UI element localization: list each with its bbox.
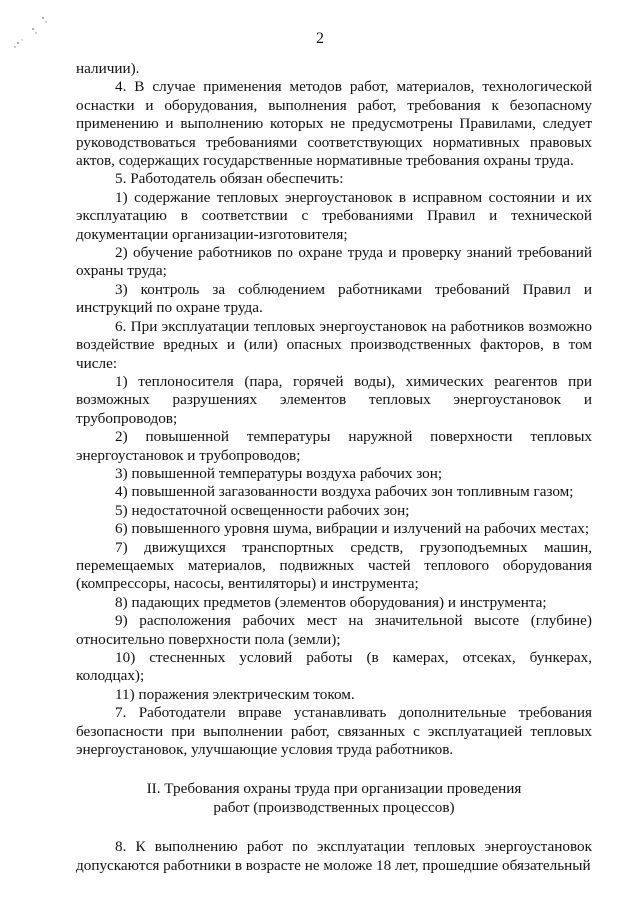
- page-number: 2: [316, 30, 324, 47]
- list-item: 3) контроль за соблюдением работниками требований Правил и инструкций по охране труда.: [76, 280, 592, 317]
- paragraph: 8. К выполнению работ по эксплуатации тепловых энергоустановок допускаются работники в возрасте не моложе 18 лет, прошедшие обязательный: [76, 838, 592, 874]
- list-item: 1) теплоносителя (пара, горячей воды), химических реагентов при возможных разрушениях элементов тепловых энергоустановок и трубопроводов;: [76, 372, 592, 427]
- list-item: 6) повышенного уровня шума, вибрации и излучений на рабочих местах;: [115, 520, 590, 538]
- list-item: 2) повышенной температуры наружной поверхности тепловых энергоустановок и трубопроводов;: [76, 428, 592, 464]
- section-heading-line2: работ (производственных процессов): [213, 799, 455, 817]
- list-item: 3) повышенной температуры воздуха рабочих зон;: [115, 464, 443, 482]
- list-item: 4) повышенной загазованности воздуха рабочих зон топливным газом;: [115, 483, 574, 501]
- list-item: 8) падающих предметов (элементов оборудования) и инструмента;: [115, 593, 547, 611]
- paragraph: 4. В случае применения методов работ, материалов, технологической оснастки и оборудования, выполнения работ, требования к безопасному применению и выполнению которых не предусмотрены Правилами, следует руководствоваться требованиями соответствующих нормативных правовых актов, содержащих государственные нормативные требования охраны труда.: [76, 78, 592, 170]
- section-heading-line1: II. Требования охраны труда при организации проведения: [146, 780, 522, 798]
- list-item: 10) стесненных условий работы (в камерах, отсеках, бункерах, колодцах);: [76, 649, 592, 685]
- list-item: 11) поражения электрическим током.: [115, 685, 355, 703]
- paragraph: 6. При эксплуатации тепловых энергоустановок на работников возможно воздействие вредных и (или) опасных производственных факторов, в том числе:: [76, 317, 592, 372]
- list-item: 5) недостаточной освещенности рабочих зон;: [115, 501, 410, 519]
- list-item: 1) содержание тепловых энергоустановок в исправном состоянии и их эксплуатацию в соответствии с требованиями Правил и технической документации организации-изготовителя;: [76, 188, 592, 243]
- paragraph: 5. Работодатель обязан обеспечить:: [115, 170, 344, 188]
- document-body: [76, 60, 592, 875]
- paragraph: 7. Работодатели вправе устанавливать дополнительные требования безопасности при выполнении работ, связанных с эксплуатацией тепловых энергоустановок, улучшающие условия труда работников.: [76, 704, 592, 759]
- paragraph: наличии).: [76, 60, 140, 77]
- list-item: 2) обучение работников по охране труда и проверку знаний требований охраны труда;: [76, 244, 592, 280]
- section-heading: [76, 779, 592, 817]
- list-item: 7) движущихся транспортных средств, грузоподъемных машин, перемещаемых материалов, подвижных частей теплового оборудования (компрессоры, насосы, вентиляторы) и инструмента;: [76, 538, 592, 593]
- list-item: 9) расположения рабочих мест на значительной высоте (глубине) относительно поверхности пола (земли);: [76, 612, 592, 648]
